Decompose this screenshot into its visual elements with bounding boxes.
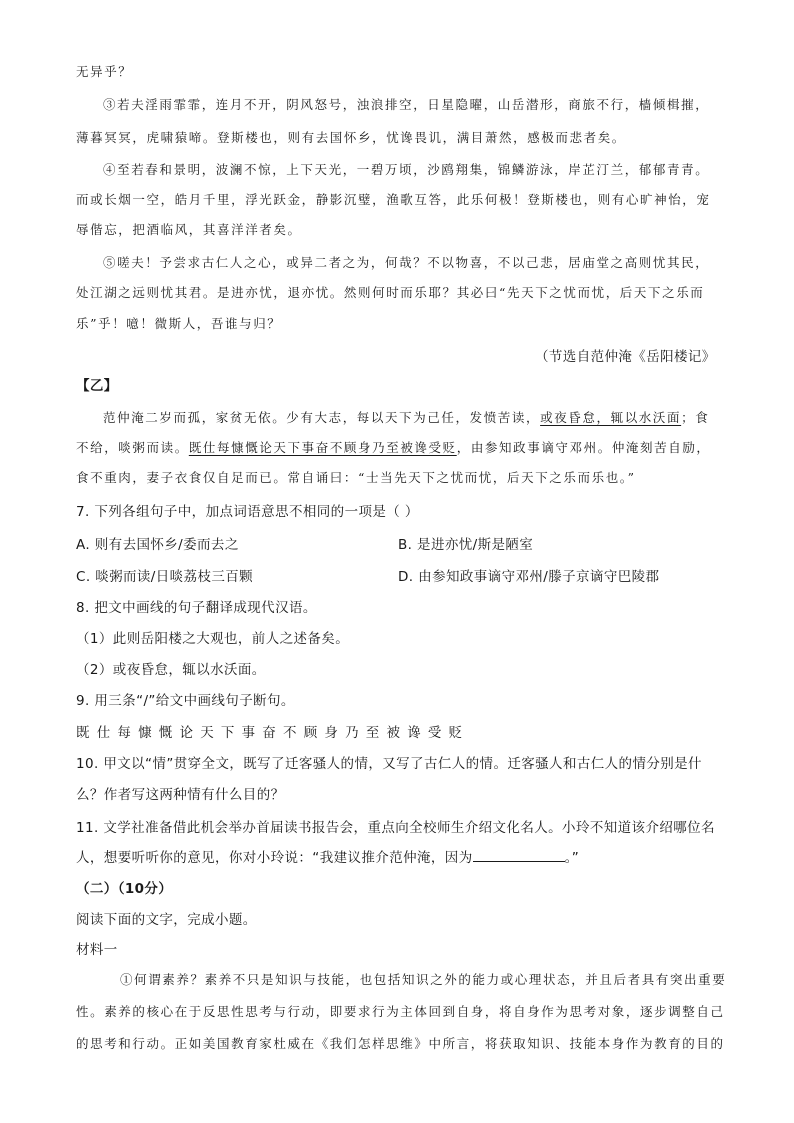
yi-line2-text: 不给，啖粥而读。 xyxy=(76,440,189,455)
material-para-line1: ①何谓素养？素养不只是知识与技能，也包括知识之外的能力或心理状态，并且后者具有突出重要 xyxy=(120,972,727,987)
passage-jia-para4-line3: 辱偕忘，把酒临风，其喜洋洋者矣。 xyxy=(76,222,302,237)
question-8-stem: 8. 把文中画线的句子翻译成现代汉语。 xyxy=(76,600,317,616)
material-para-line3: 的思考和行动。正如美国教育家杜威在《我们怎样思维》中所言，将获取知识、技能本身作为教育的目的 xyxy=(76,1036,725,1051)
passage-source: （节选自范仲淹《岳阳楼记》 xyxy=(535,349,716,365)
material-para-line2: 性。素养的核心在于反思性思考与行动，即要求行为主体回到自身，将自身作为思考对象，逐步调整自己 xyxy=(76,1004,725,1019)
question-8-sub-2: （2）或夜昏怠，辄以水沃面。 xyxy=(76,662,266,678)
question-10-line1: 10. 甲文以“情”贯穿全文，既写了迁客骚人的情，又写了古仁人的情。迁客骚人和古仁人的情分别是什 xyxy=(76,756,702,772)
question-7-stem: 7. 下列各组句子中，加点词语意思不相同的一项是（ ） xyxy=(76,504,419,520)
passage-jia-para5-line3: 乐”乎！噫！微斯人，吾谁与归？ xyxy=(76,316,282,331)
passage-yi-label: 【乙】 xyxy=(76,378,118,394)
material-label: 材料一 xyxy=(76,942,118,958)
passage-jia-line: 无异乎？ xyxy=(76,64,133,79)
section-2-heading: （二）（10分） xyxy=(76,881,173,897)
question-7-option-d[interactable]: D. 由参知政事谪守邓州/滕子京谪守巴陵郡 xyxy=(398,569,660,585)
question-11-line1: 11. 文学社准备借此机会举办首届读书报告会，重点向全校师生介绍文化名人。小玲不知道该介绍哪位名 xyxy=(76,820,715,836)
q11-tail: 。” xyxy=(564,850,580,866)
q11-text: 人，想要听听你的意见，你对小玲说：“我建议推介范仲淹，因为 xyxy=(76,850,473,866)
passage-yi-line1 xyxy=(103,408,709,426)
question-11-line2 xyxy=(76,846,579,866)
question-10-line2: 么？作者写这两种情有什么目的？ xyxy=(76,787,285,803)
passage-jia-para3-line2: 薄暮冥冥，虎啸猿啼。登斯楼也，则有去国怀乡，忧谗畏讥，满目萧然，感极而悲者矣。 xyxy=(76,130,626,145)
passage-yi-line3: 食不重肉，妻子衣食仅自足而已。常自诵曰：“士当先天下之忧而忧，后天下之乐而乐也。” xyxy=(76,470,636,485)
underlined-sentence-1: 或夜昏怠，辄以水沃面 xyxy=(540,410,682,425)
passage-jia-para5-line1: ⑤嗟夫！予尝求古仁人之心，或异二者之为，何哉？不以物喜，不以己悲，居庙堂之高则忧其民， xyxy=(103,255,710,270)
question-9-text: 既仕每慷慨论天下事奋不顾身乃至被谗受贬 xyxy=(76,725,470,741)
question-9-stem: 9. 用三条“/”给文中画线句子断句。 xyxy=(76,693,295,709)
passage-jia-para4-line1: ④至若春和景明，波澜不惊，上下天光，一碧万顷，沙鸥翔集，锦鳞游泳，岸芷汀兰，郁郁青青。 xyxy=(103,162,710,177)
passage-jia-para3-line1: ③若夫淫雨霏霏，连月不开，阴风怒号，浊浪排空，日星隐曜，山岳潜形，商旅不行，樯倾楫摧， xyxy=(103,97,710,112)
question-7-option-a[interactable]: A. 则有去国怀乡/委而去之 xyxy=(76,537,239,553)
passage-jia-para5-line2: 处江湖之远则忧其君。是进亦忧，退亦忧。然则何时而乐耶？其必曰“先天下之忧而忧，后天下之乐而 xyxy=(76,285,705,300)
answer-blank[interactable] xyxy=(473,849,565,862)
yi-line1-text: 范仲淹二岁而孤，家贫无依。少有大志，每以天下为己任，发愤苦读， xyxy=(103,410,541,425)
underlined-sentence-2: 既仕每慷慨论天下事奋不顾身乃至被谗受贬 xyxy=(188,440,457,455)
section-2-instruction: 阅读下面的文字，完成小题。 xyxy=(76,912,257,928)
passage-yi-line2 xyxy=(76,438,711,456)
question-8-sub-1: （1）此则岳阳楼之大观也，前人之述备矣。 xyxy=(76,631,350,647)
question-7-option-b[interactable]: B. 是进亦忧/斯是陋室 xyxy=(398,537,534,553)
yi-line2-tail: ，由参知政事谪守邓州。仲淹刻苦自励， xyxy=(456,440,711,455)
question-7-option-c[interactable]: C. 啖粥而读/日啖荔枝三百颗 xyxy=(76,569,254,585)
yi-line1-tail: ；食 xyxy=(681,410,710,425)
passage-jia-para4-line2: 而或长烟一空，皓月千里，浮光跃金，静影沉璧，渔歌互答，此乐何极！登斯楼也，则有心旷神怡，宠 xyxy=(76,192,711,207)
